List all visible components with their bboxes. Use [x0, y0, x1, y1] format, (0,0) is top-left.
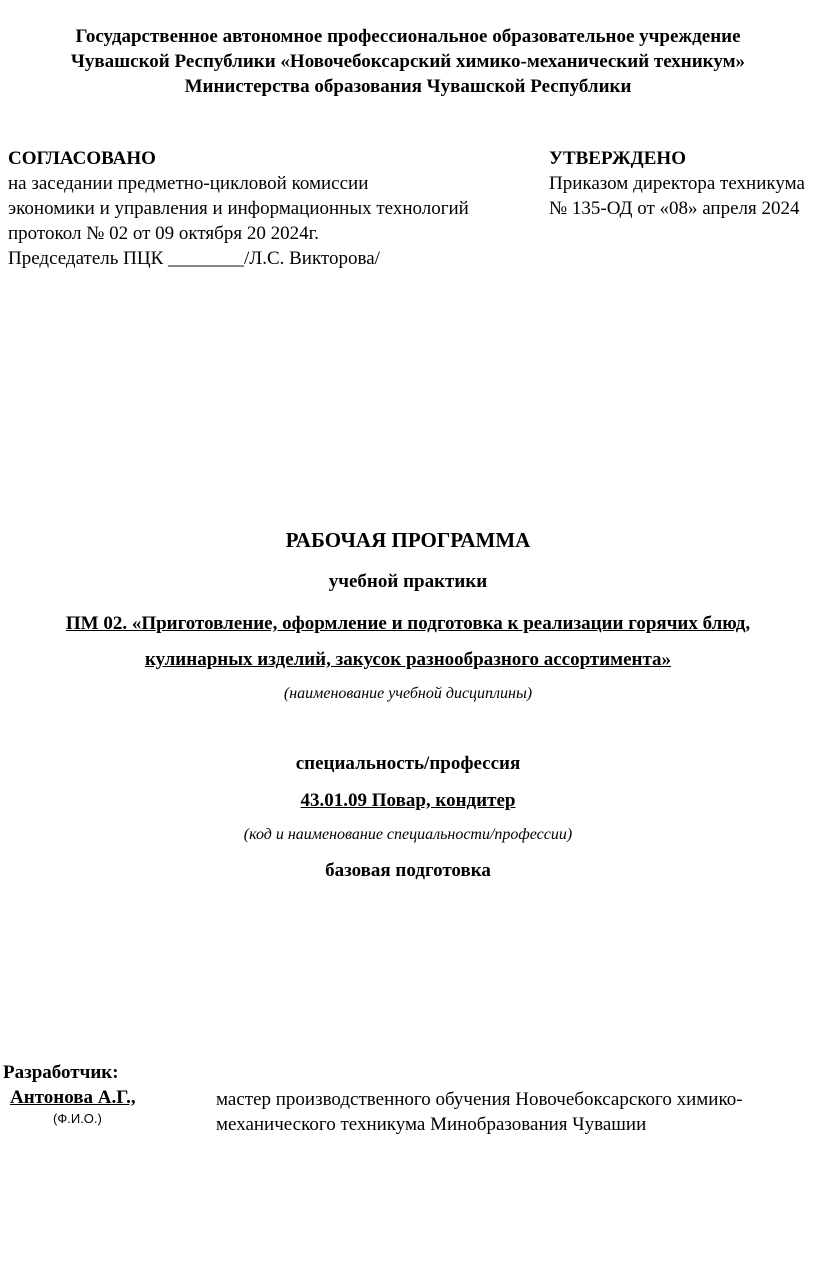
program-title: РАБОЧАЯ ПРОГРАММА: [285, 528, 531, 552]
module-note: (наименование учебной дисциплины): [283, 685, 533, 702]
approved-block: [549, 146, 805, 221]
agreed-block: [8, 146, 469, 271]
module-title-line-1: ПМ 02. «Приготовление, оформление и подготовка к реализации горячих блюд,: [65, 613, 751, 634]
approved-title: УТВЕРЖДЕНО: [549, 148, 686, 169]
developer-name: Антонова А.Г.,: [10, 1087, 136, 1108]
approved-line: Приказом директора техникума: [549, 173, 805, 194]
developer-position-line-2: механического техникума Минобразования Чувашии: [216, 1114, 647, 1135]
agreed-line: Председатель ПЦК ________/Л.С. Викторова/: [8, 248, 380, 269]
agreed-title: СОГЛАСОВАНО: [8, 148, 156, 169]
institution-line-3: Министерства образования Чувашской Республики: [184, 76, 632, 97]
institution-line-2: Чувашской Республики «Новочебоксарский химико-механический техникум»: [70, 51, 746, 72]
specialty-note: (код и наименование специальности/профессии): [243, 826, 573, 843]
institution-header: [0, 24, 816, 99]
developer-position-line-1: мастер производственного обучения Новочебоксарского химико-: [216, 1089, 743, 1110]
program-subtitle: учебной практики: [328, 571, 488, 592]
approved-line: № 135-ОД от «08» апреля 2024: [549, 198, 800, 219]
specialty-value: 43.01.09 Повар, кондитер: [300, 790, 516, 811]
specialty-label: специальность/профессия: [295, 753, 521, 774]
developer-position: [216, 1087, 743, 1137]
agreed-line: на заседании предметно-цикловой комиссии: [8, 173, 369, 194]
training-level: базовая подготовка: [325, 860, 491, 881]
developer-fio-note: (Ф.И.О.): [53, 1111, 102, 1126]
institution-line-1: Государственное автономное профессиональное образовательное учреждение: [75, 26, 741, 47]
developer-label: Разработчик:: [3, 1062, 119, 1083]
module-title-line-2: кулинарных изделий, закусок разнообразного ассортимента»: [144, 649, 672, 670]
agreed-line: протокол № 02 от 09 октября 20 2024г.: [8, 223, 319, 244]
agreed-line: экономики и управления и информационных технологий: [8, 198, 469, 219]
